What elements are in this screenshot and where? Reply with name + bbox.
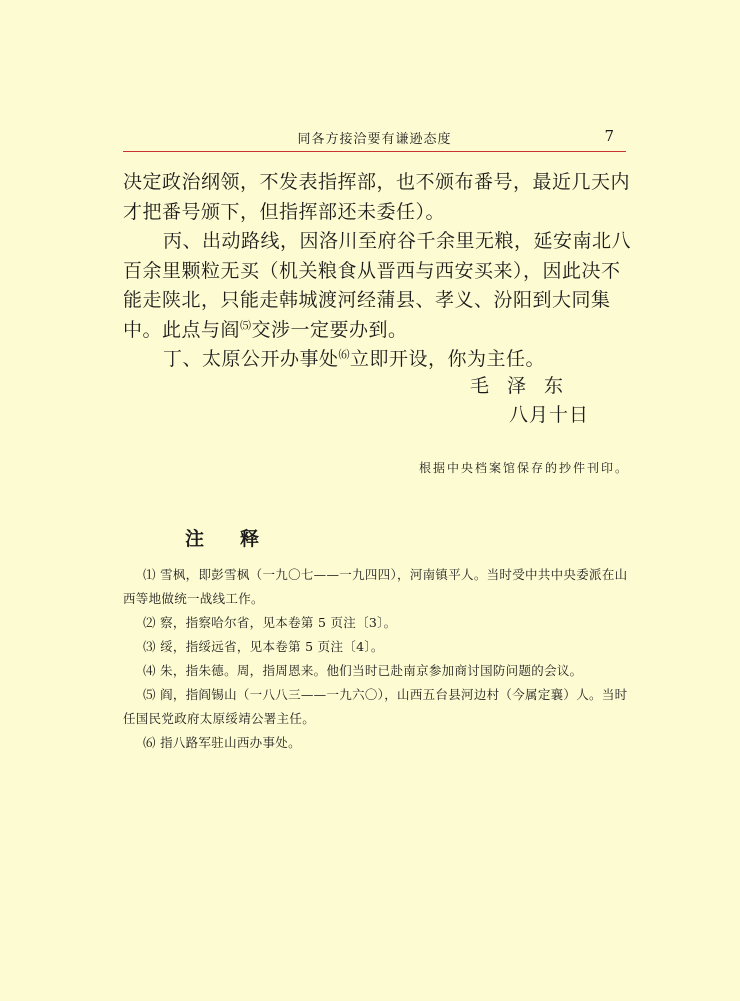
note-item-4: ⑷ 朱，指朱德。周，指周恩来。他们当时已赴南京参加商讨国防问题的会议。 — [143, 663, 583, 678]
note-item-6: ⑹ 指八路军驻山西办事处。 — [143, 735, 301, 750]
paragraph-3-tail: 立即开设，你为主任。 — [350, 348, 546, 370]
note-item-2: ⑵ 察，指察哈尔省，见本卷第 5 页注〔3〕。 — [143, 615, 397, 630]
paragraph-2 — [123, 227, 633, 345]
source-note: 根据中央档案馆保存的抄件刊印。 — [418, 461, 629, 475]
note-item-3: ⑶ 绥，指绥远省，见本卷第 5 页注〔4〕。 — [143, 639, 384, 654]
running-title: 同各方接洽要有谦逊态度 — [297, 132, 452, 147]
signature-date: 八月十日 — [509, 404, 590, 426]
paragraph-2-tail: 交涉一定要办到。 — [251, 318, 408, 341]
note-item-5: ⑸ 阎，指阎锡山（一八八三——一九六〇），山西五台县河边村（今属定襄）人。当时任国民党政府太原绥靖公署主任。 — [123, 687, 628, 726]
paragraph-1: 决定政治纲领，不发表指挥部，也不颁布番号，最近几天内才把番号颁下，但指挥部还未委任）。 — [123, 171, 631, 223]
notes-heading — [185, 524, 259, 551]
running-header — [123, 128, 626, 150]
paragraph-2-text: 丙、出动路线，因洛川至府谷千余里无粮，延安南北八百余里颗粒无买（机关粮食从晋西与西安买来），因此决不能走陕北，只能走韩城渡河经蒲县、孝义、汾阳到大同集中。此点与阎 — [123, 230, 632, 341]
paragraph-3-text: 丁、太原公开办事处 — [163, 348, 339, 370]
signature-name: 毛泽东 — [470, 375, 582, 397]
note-item-1: ⑴ 雪枫，即彭雪枫（一九〇七——一九四四），河南镇平人。当时受中共中央委派在山西等地做统一战线工作。 — [123, 567, 628, 606]
footnote-ref-6[interactable]: ⑹ — [338, 348, 351, 361]
notes-heading-left: 注 — [185, 528, 205, 550]
notes-heading-right: 释 — [240, 528, 260, 550]
header-rule — [123, 151, 626, 152]
notes-list — [123, 563, 633, 755]
letter-body — [123, 168, 633, 375]
page-number: 7 — [604, 127, 614, 145]
footnote-ref-5[interactable]: ⑸ — [240, 318, 252, 332]
